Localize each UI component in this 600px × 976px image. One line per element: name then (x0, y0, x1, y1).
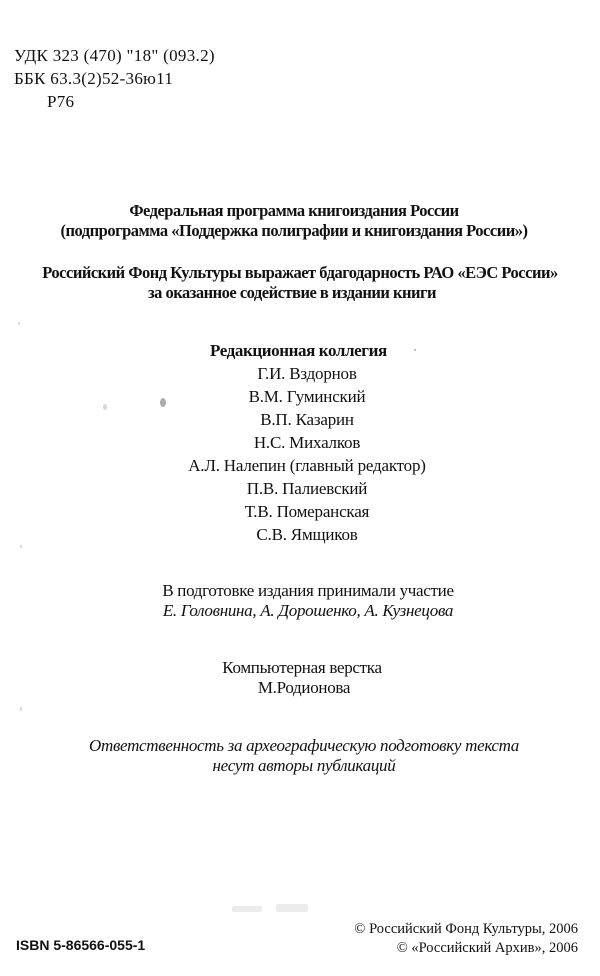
preparation-names: Е. Головнина, А. Дорошенко, А. Кузнецова (162, 601, 454, 620)
bbk-code: ББК 63.3(2)52-36ю11 (14, 69, 174, 88)
subprogram-title: (подпрограмма «Поддержка полиграфии и книгоиздания России») (60, 221, 528, 240)
editorial-board-title: Редакционная коллегия (210, 341, 387, 360)
board-member: А.Л. Налепин (главный редактор) (188, 456, 426, 475)
scan-speck (160, 398, 166, 407)
board-member: Н.С. Михалков (253, 433, 361, 452)
scan-speck (276, 904, 308, 912)
scan-speck (232, 906, 262, 912)
acknowledgement-line-2: за оказанное содействие в издании книги (147, 283, 437, 302)
isbn: ISBN 5-86566-055-1 (16, 937, 146, 953)
scan-speck (18, 322, 20, 325)
layout-title: Компьютерная верстка (222, 658, 382, 677)
scan-speck (20, 545, 22, 548)
board-member: С.В. Ямщиков (256, 525, 358, 544)
scan-speck (414, 349, 416, 351)
program-title: Федеральная программа книгоиздания России (129, 201, 459, 220)
preparation-title: В подготовке издания принимали участие (162, 581, 454, 600)
responsibility-line-2: несут авторы публикаций (212, 756, 396, 775)
board-member: Г.И. Вздорнов (257, 364, 357, 383)
board-member: В.П. Казарин (260, 410, 354, 429)
copyright-line-2: © «Российский Архив», 2006 (396, 940, 578, 956)
udk-code: УДК 323 (470) "18" (093.2) (14, 46, 215, 65)
scan-speck (103, 404, 107, 410)
board-member: В.М. Гуминский (248, 387, 366, 406)
board-member: Т.В. Померанская (244, 502, 370, 521)
copyright-line-1: © Российский Фонд Культуры, 2006 (354, 921, 578, 937)
layout-name: М.Родионова (257, 678, 351, 697)
acknowledgement-line-1: Российский Фонд Культуры выражает бдагодарность РАО «ЕЭС России» (42, 263, 558, 282)
board-member: П.В. Палиевский (246, 479, 368, 498)
scan-speck (20, 707, 22, 711)
responsibility-line-1: Ответственность за археографическую подготовку текста (89, 736, 519, 755)
author-sign: Р76 (47, 92, 75, 111)
